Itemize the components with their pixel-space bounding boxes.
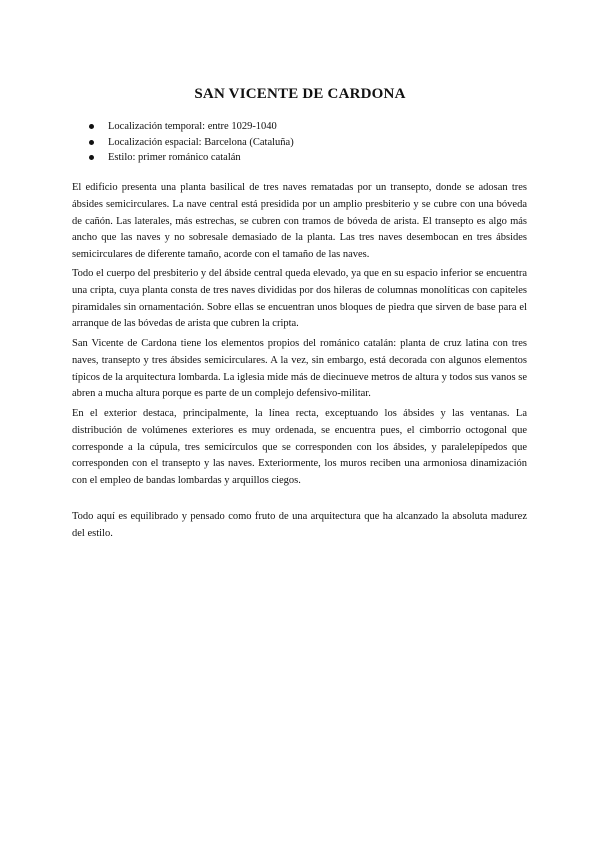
list-item <box>88 135 294 151</box>
paragraph-elements: San Vicente de Cardona tiene los elementos propios del románico catalán: planta de cruz latina con tres naves, transepto y tres ábsides semicirculares. A la vez, sin embargo, está decorada con algunos elementos típicos de la arquitectura lombarda. La iglesia mide más de diecinueve metros de altura y todos sus vanos se abren a mucha altura porque es parte de un complejo defensivo-militar. <box>72 338 527 400</box>
info-bullet-list <box>88 119 294 166</box>
paragraph-exterior: En el exterior destaca, principalmente, la línea recta, exceptuando los ábsides y las ventanas. La distribución de volúmenes exteriores es muy ordenada, se encuentra pues, el cimborrio octogonal que corresponde a la cúpula, tres semicírculos que se corresponden con los ábsides, y paralelepípedos que corresponden con el transepto y las naves. Exteriormente, los muros reciben una armoniosa dinamización con el empleo de bandas lombardas y arquillos ciegos. <box>72 408 527 487</box>
bullet-text-temporal: Localización temporal: entre 1029-1040 <box>108 121 277 132</box>
bullet-text-spatial: Localización espacial: Barcelona (Cataluña) <box>108 136 294 148</box>
paragraph-crypt: Todo el cuerpo del presbiterio y del ábside central queda elevado, ya que en su espacio inferior se encuentra una cripta, cuya planta consta de tres naves divididas por dos hileras de columnas monolíticas con capiteles piramidales sin ornamentación. Sobre ellas se encuentran unos bloques de piedra que sirven de base para el arranque de las bóvedas de arista que cubren la cripta. <box>72 268 527 330</box>
bullet-text-style: Estilo: primer románico catalán <box>108 152 241 163</box>
bullet-icon <box>89 124 94 129</box>
list-item <box>88 150 294 166</box>
bullet-icon <box>89 155 94 160</box>
document-title: SAN VICENTE DE CARDONA <box>194 86 406 102</box>
paragraph-plan: El edificio presenta una planta basilical de tres naves rematadas por un transepto, donde se adosan tres ábsides semicirculares. La nave central está presidida por un amplio presbiterio y se cubre con una bóveda de cañón. Las laterales, más estrechas, se cubren con tramos de bóveda de arista. El transepto es algo más ancho que las naves y no sobresale demasiado de la planta. Las tres naves desembocan en tres ábsides semicirculares de diferente tamaño, acorde con el tamaño de las naves. <box>72 182 527 261</box>
bullet-icon <box>89 140 94 145</box>
paragraph-conclusion: Todo aquí es equilibrado y pensado como fruto de una arquitectura que ha alcanzado la absoluta madurez del estilo. <box>72 511 527 539</box>
list-item <box>88 119 294 135</box>
